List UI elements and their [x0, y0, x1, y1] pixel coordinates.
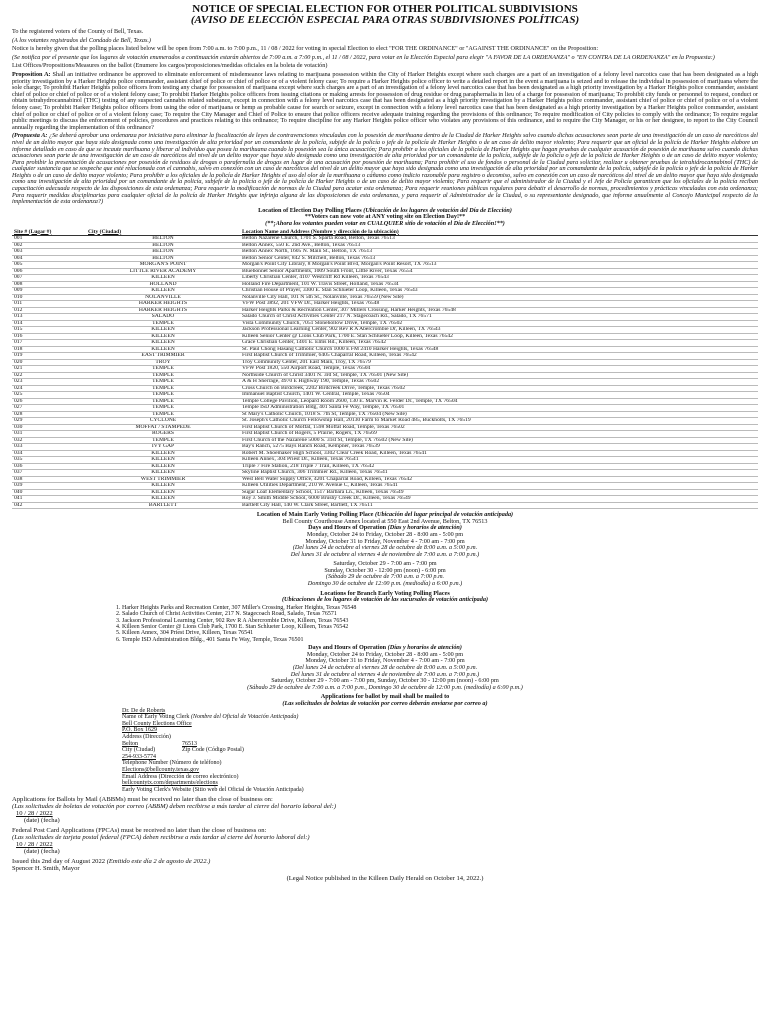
site-cell: 021	[12, 366, 86, 373]
abbm-date: 10 / 28 / 2022	[16, 810, 53, 818]
site-cell: 010	[12, 294, 86, 301]
phone-value: 254-933-5774	[122, 753, 156, 760]
mail-heading: Applications for ballot by mail shall be mailed to	[320, 693, 450, 701]
signer: Spencer H. Smith, Mayor	[12, 865, 80, 873]
city-cell: KILLEEN	[86, 346, 240, 353]
site-cell: 042	[12, 502, 86, 509]
site-cell: 030	[12, 424, 86, 431]
proposition-a	[12, 72, 758, 131]
city-cell: KILLEEN	[86, 483, 240, 490]
zip-value: 76513	[182, 740, 197, 747]
clerk-label-en: Name of Early Voting Clerk	[122, 714, 190, 721]
fpca-line: Federal Post Card Applications (FPCAs) must be received no later than the close of business on:	[12, 827, 267, 835]
site-cell: 009	[12, 288, 86, 295]
fpca-line-spanish: (Las solicitudes de tarjeta postal federal (FPCA) deben recibirse a más tardar al cierre del horario laboral del:)	[12, 834, 310, 842]
city-cell: TEMPLE	[86, 398, 240, 405]
fpca-date-label: (date) (fecha)	[24, 848, 60, 856]
email-link[interactable]: Elections@bellcounty.texas.gov	[122, 766, 200, 773]
clerk-name-label	[122, 714, 758, 721]
branch-locations-list	[122, 605, 758, 643]
site-cell: 034	[12, 450, 86, 457]
website-label: Early Voting Clerk's Website (Sitio web del Oficial de Votación Anticipada)	[122, 786, 304, 793]
site-cell: 004	[12, 255, 86, 262]
site-cell: 013	[12, 314, 86, 321]
hours-line: (Del lunes 24 de octubre al viernes 28 de octubre de 8:00 a.m. a 5:00 p.m.	[292, 664, 478, 672]
hours-line: (Sábado 29 de octubre de 7:00 a.m. a 7:00 p.m., Domingo 30 de octubre de 12:00 p.m. (mediodía) a 6:00 p.m.)	[247, 683, 523, 691]
branch-days-title-spanish: (Días y horarios de atención)	[387, 644, 462, 652]
location-cell: Jackson Professional Learning Center, 902 Rev R A Abercrombie Dr, Killeen, TX 76543	[240, 327, 758, 334]
proposition-text-spanish: ¿Se deberá aprobar una ordenanza por iniciativa para eliminar la fiscalización de leyes de contravenciones vinculadas con la posesión de marihuana dentro de la Ciudad de Harker Heights salvo cuando dichas acusaciones sean parte de una investigación de un caso de narcóticos del nivel de un delito mayor que haya sido designada como una investigación de alta prioridad por un comandante de la policía, subjefe de la policía o jefe de la policía de Harker Heights o de un caso de delito mayor violento; Para requerir que un oficial de la policía de Harker Heights elabore un informe detallado en caso de que se incaute marihuana y liberar al individuo que posea la marihuana cuando la posesión sea la única acusación; Para prohibir a los oficiales de la policía de Harker Heights que hagan pruebas de cualquier acusación de posesión de marihuana salvo cuando dichas acusaciones sean parte de una investigación de un caso de narcóticos del nivel de un delito mayor que haya sido designada como una investigación de alta prioridad por un comandante de la policía, subjefe de la policía o jefe de la policía de Harker Heights o de un caso de delito mayor violento; Para prohibir la presentación de acusaciones por posesión de residuos de drogas o parafernalia de drogas en lugar de una acusación por posesión de marihuana; Para prohibir el uso de fondos o personal de la Ciudad para solicitar, realizar u obtener pruebas de tetrahidrocannabinol (THC) de cualquier sustancia que se sospeche que esté relacionada con el cannabis, salvo en conexión con un caso de narcóticos del nivel de un delito mayor que haya sido designada como una investigación de alta prioridad por un comandante de la policía, subjefe de la policía o jefe de la policía de Harker Heights o de un caso de delito mayor violento; Para prohibir a los oficiales de la policía de Harker Heights el uso del olor de la marihuana o cáñamo como indicio razonable para registro o decomiso, salvo en conexión con un caso de narcóticos del nivel de un delito mayor que haya sido designada como una investigación de alta prioridad por un comandante de la policía, subjefe de la policía o jefe de la policía de Harker Heights o de un caso de delito mayor violento; Para requerir que el administrador de la Ciudad y el Jefe de Policía garanticen que los oficiales de la policía reciban capacitación adecuada respecto de las disposiciones de esta ordenanza; Para requerir la modificación de normas de la Ciudad para acatar esta ordenanza; Para requerir reuniones públicas regulares para debatir el desarrollo de normas, procedimientos y prácticas vinculadas con esta ordenanza; Para requerir medidas disciplinarias para cualquier oficial de la policía de Harker Heights que infrinja alguna de las disposiciones de esta ordenanza, y para requerir al Administrador de la Ciudad, o su representante designado, que informe anualmente al Concejo Municipal respecto de la implementación de esta ordenanza?)	[12, 132, 758, 206]
site-cell: 020	[12, 359, 86, 366]
notice-title-spanish: (AVISO DE ELECCIÓN ESPECIAL PARA OTRAS SUBDIVISIONES POLÍTICAS)	[190, 14, 580, 26]
location-cell: Sugar Loaf Elementary School, 1517 Barbara Ln., Killeen, Texas 76549	[240, 489, 758, 496]
list-item: 5. Killeen Annex, 304 Priest Drive, Killeen, Texas 76541	[122, 630, 758, 636]
site-cell: 031	[12, 431, 86, 438]
branch-days-title: Days and Hours of Operation	[308, 644, 387, 652]
city-cell: MOFFAT / STAMPEDE	[86, 424, 240, 431]
location-cell: VFW Post 1820, 550 Airport Road, Temple, Texas 76504	[240, 366, 758, 373]
hours-line: Monday, October 31 to Friday, November 4 - 7:00 am - 7:00 pm	[305, 537, 465, 545]
site-cell: 026	[12, 398, 86, 405]
fpca-date: 10 / 28 / 2022	[16, 841, 53, 849]
location-cell: St Mary's Catholic Church, 1018 S. 7th St, Temple, TX 76504 (New Site)	[240, 411, 758, 418]
issued-line	[12, 858, 758, 865]
location-cell: Troy Community Center, 201 East Main, Troy, TX 76579	[240, 359, 758, 366]
city-cell: BELTON	[86, 242, 240, 249]
city-zip-labels	[122, 747, 758, 754]
abbm-line-spanish: (Las solicitudes de boletas de votación por correo (ABBM) deben recibirse a más tardar al cierre del horario laboral del:)	[12, 803, 337, 811]
city-cell: KILLEEN	[86, 470, 240, 477]
city-cell: SALADO	[86, 314, 240, 321]
site-cell: 036	[12, 463, 86, 470]
polling-title: Location of Election Day Polling Places	[258, 206, 362, 214]
hours-line: Del lunes 31 de octubre al viernes 4 de noviembre de 7:00 a.m. a 7:00 p.m.)	[290, 550, 480, 558]
city-cell: WEST TRIMMIER	[86, 476, 240, 483]
location-cell: Killeen Senior Center @ Lions Club Park, 1700 E. Stan Schlueter Loop, Killeen, Texas 76542	[240, 333, 758, 340]
site-cell: 032	[12, 437, 86, 444]
city-cell: KILLEEN	[86, 489, 240, 496]
location-cell: First Baptist Church of Trimmier, 6405 Chaparral Road, Killeen, Texas 76542	[240, 353, 758, 360]
city-cell: KILLEEN	[86, 496, 240, 503]
proposition-a-spanish	[12, 133, 758, 206]
phone-label: Telephone Number (Número de teléfono)	[122, 760, 222, 767]
city-cell: HOLLAND	[86, 281, 240, 288]
proposition-label-spanish: (Propuesta A:	[12, 132, 48, 140]
col-site: Site # (Lugar #)	[12, 230, 86, 236]
location-cell: West Bell Water Supply Office, 4201 Chaparral Road, Killeen, Texas 76542	[240, 476, 758, 483]
list-item: 4. Killeen Senior Center @ Lions Club Park, 1700 E. Stan Schlueter Loop, Killeen, Texas 76542	[122, 624, 758, 630]
city-cell: HARKER HEIGHTS	[86, 301, 240, 308]
location-cell: Temple ISD Administration Bldg, 401 Santa Fe Way, Temple, TX 76501	[240, 405, 758, 412]
location-cell: Morgan's Point City Library, 8 Morgan's Point Blvd, Morgan's Point Resort, TX 76513	[240, 262, 758, 269]
mail-heading-spanish: (Las solicitudes de boletas de votación por correo deberán enviarse por correo a)	[282, 700, 488, 708]
city-cell: TROY	[86, 359, 240, 366]
hours-line: Del lunes 31 de octubre al viernes 4 de noviembre de 7:00 a.m. a 7:00 p.m.)	[290, 670, 480, 678]
clerk-label-es: (Nombre del Oficial de Votación Anticipada)	[190, 714, 299, 721]
list-item: 6. Temple ISD Administration Bldg., 401 Santa Fe Way, Temple, Texas 76501	[122, 637, 758, 643]
location-cell: Triple 7 Fire Station, 218 Triple 7 Trail, Killeen, TX 76542	[240, 463, 758, 470]
zip-label: Zip Code (Código Postal)	[182, 747, 244, 754]
city-cell: KILLEEN	[86, 275, 240, 282]
site-cell: 008	[12, 281, 86, 288]
city-cell: BARTLETT	[86, 502, 240, 509]
location-cell: St. Paul Chong Hasang Catholic Church 1000 E FM 2410 Harker Heights, Texas 76548	[240, 346, 758, 353]
site-cell: 007	[12, 275, 86, 282]
site-cell: 018	[12, 346, 86, 353]
site-cell: 022	[12, 372, 86, 379]
site-cell: 023	[12, 379, 86, 386]
legal-notice: (Legal Notice published in the Killeen Daily Herald on October 14, 2022.)	[286, 875, 484, 883]
location-cell: Belton Nazarene Church, 1701 S. Sparta Road, Belton, Texas 76513	[240, 236, 758, 243]
main-early-hours	[12, 532, 758, 588]
city-cell: BELTON	[86, 236, 240, 243]
city-cell: BELTON	[86, 255, 240, 262]
list-item: 2. Salado Church of Christ Activities Center, 217 N. Stagecoach Road, Salado, Texas 76571	[122, 611, 758, 617]
main-early-days-title: Days and Hours of Operation	[308, 524, 387, 532]
proposition-text: Shall an initiative ordinance be approved to eliminate enforcement of misdemeanor laws relating to marijuana possession within the City of Harker Heights except where such charges are a part of an investigation of a felony level narcotics case that has been designated as a high priority investigation by a Harker Heights police commander, assistant chief of police or chief of police or of a violent felony case; To require a Harker Heights police officer to write a detailed report in the event a marijuana is seized and to release the individual in possession of marijuana where the sole charge; To prohibit Harker Heights police officers from testing any charge for possession of marijuana except where such charges are a part of an investigation of a felony level narcotics case that has been designated as a high priority investigation by a Harker Heights police commander, assistant chief of police or chief of police or of a violent felony case; To prohibit Harker Heights police officers from issuing citations or making arrests for possession of drug residue or drug paraphernalia in lieu of a charge for possession of marijuana; To prohibit city funds or personnel to request, conduct or obtain tetrahydrocannabinol (THC) testing of any suspected cannabis related substance, except in connection with a felony level narcotics case that has been designated as a high priority investigation by a Harker Heights police commander, assistant chief of police or chief of police or of a violent felony case; To prohibit Harker Heights police officers from using the odor of marijuana or hemp as probable cause for search or seizure, except in connection with a felony level narcotics case that has been designated as a high priority investigation by a Harker Heights police commander, assistant chief of police or chief of police or of a violent felony case; To require the City Manager and Chief of Police to ensure that police officers receive adequate training regarding the provisions of this ordinance; To require modification of City policies to comply with the ordinance; To require regular public meetings to discuss the enforcement of policies, procedures and practices relating to this ordinance; To require discipline for any Harker Heights police officer who violates any provisions of this ordinance, and to require the City Manager, or his or her designee, to report to the City Council annually regarding the implementation of this ordinance?	[12, 70, 758, 131]
branch-heading-spanish: (Ubicaciones de los lugares de votación de las sucursales de votación anticipada)	[281, 596, 489, 604]
abbm-date-label: (date) (fecha)	[24, 817, 60, 825]
hours-line: (Del lunes 24 de octubre al viernes 28 de octubre de 8:00 a.m. a 5:00 p.m.	[292, 544, 478, 552]
location-cell: Roy J. Smith Middle School, 6000 Brushy Creek Dr., Killeen, Texas 76549	[240, 496, 758, 503]
main-early-address: Bell County Courthouse Annex located at 550 East 2nd Avenue, Belton, TX 76513	[282, 517, 488, 525]
site-cell: 035	[12, 457, 86, 464]
polling-note: **Voters can now vote at ANY voting site on Election Day!**	[304, 213, 466, 221]
location-cell: Liberty Christian Center, 4107 Westcliff Rd Killeen, Texas 76543	[240, 275, 758, 282]
city-cell: TEMPLE	[86, 366, 240, 373]
city-cell: KILLEEN	[86, 340, 240, 347]
city-cell: TEMPLE	[86, 405, 240, 412]
site-cell: 028	[12, 411, 86, 418]
site-cell: 025	[12, 392, 86, 399]
city-cell: ROGERS	[86, 431, 240, 438]
city-label: City (Ciudad)	[122, 747, 156, 754]
city-cell: NOLANVILLE	[86, 294, 240, 301]
site-cell: 005	[12, 262, 86, 269]
city-cell: CYCLONE	[86, 418, 240, 425]
location-cell: Harker Heights Parks & Recreation Center, 307 Millers Crossing, Harker Heights, Texas 76548	[240, 307, 758, 314]
location-cell: First Baptist Church of Moffat, 1598 Moffat Road, Temple, Texas 76502	[240, 424, 758, 431]
polling-title-spanish: (Ubicación de los lugares de votación del Día de Elección)	[363, 206, 512, 214]
city-cell: IVY GAP	[86, 444, 240, 451]
proposition-label: Proposition A:	[12, 70, 51, 78]
site-cell: 024	[12, 385, 86, 392]
location-cell: St. Joseph's Catholic Church Fellowship Hall, 20130 Farm to Market Road 485, Buckholts, TX 76519	[240, 418, 758, 425]
po-box: P.O. Box 1629	[122, 727, 158, 734]
location-cell: Killeen Annex, 304 Priest Dr., Killeen, Texas 76541	[240, 457, 758, 464]
site-cell: 011	[12, 301, 86, 308]
location-cell: Temple College Pavilion, Leopard Room 2600, 130 E. Marvin R. Felder Dr., Temple, TX 76504	[240, 398, 758, 405]
city-cell: KILLEEN	[86, 457, 240, 464]
intro-notice: Notice is hereby given that the polling places listed below will be open from 7:00 a.m. to 7:00 p.m., 11 / 08 / 2022 for voting in special Election to elect "FOR THE ORDINANCE" or "AGAINST THE ORDINANCE" on the Proposition:	[12, 45, 599, 53]
location-cell: Cross Church on Birdcreek, 2202 Birdcreek Drive, Temple, Texas 76502	[240, 385, 758, 392]
city-cell: TEMPLE	[86, 411, 240, 418]
location-cell: Bluebonnet Senior Apartments, 1009 South Front, Little River, Texas 76554	[240, 268, 758, 275]
intro-to: To the registered voters of the County of Bell, Texas.	[12, 28, 144, 35]
site-cell: 029	[12, 418, 86, 425]
polling-places-body	[12, 236, 758, 509]
intro-notice-spanish: (Se notifica por el presente que los lugares de votación enumerados a continuación estarán abiertos de 7:00 a.m. a 7:00 p.m., el 11 / 08 / 2022, para votar en la Elección Especial para elegir "A FAVOR DE LA ORDENANZA" o "EN CONTRA DE LA ORDENANZA" en la Propuesta:)	[12, 53, 715, 61]
site-cell: 041	[12, 496, 86, 503]
website-link[interactable]: bellcountytx.com/departments/elections	[122, 780, 218, 787]
polling-note-spanish: (**¡Ahora los votantes pueden votar en CUALQUIER sitio de votación el Día de Elección!**)	[265, 220, 505, 228]
hours-line: Monday, October 24 to Friday, October 28 - 8:00 am - 5:00 pm	[306, 650, 464, 658]
site-cell: 037	[12, 470, 86, 477]
city-cell: MORGAN'S POINT	[86, 262, 240, 269]
location-cell: Holland Fire Department, 101 W. Travis Street, Holland, Texas 76534	[240, 281, 758, 288]
city-cell: BELTON	[86, 249, 240, 256]
site-cell: 015	[12, 327, 86, 334]
location-cell: Belton Senior Center, 842 S. Mitchell, Belton, Texas 76513	[240, 255, 758, 262]
main-early-days-title-spanish: (Días y horarios de atención)	[387, 524, 462, 532]
branch-heading: Locations for Branch Early Voting Polling Places	[320, 589, 450, 597]
email-label: Email Address (Dirección de correo electrónico)	[122, 773, 239, 780]
location-cell: First Church of the Nazarene 5000 S. 31st St, Temple, TX 76502 (New Site)	[240, 437, 758, 444]
site-cell: 012	[12, 307, 86, 314]
location-cell: Bartlett City Hall, 140 W. Clark Street, Bartlett, TX 76511	[240, 502, 758, 509]
city-cell: TEMPLE	[86, 385, 240, 392]
site-cell: 019	[12, 353, 86, 360]
address-label: Address (Dirección)	[122, 734, 171, 740]
notice-page	[12, 4, 758, 1016]
issued-text: Issued this 2nd day of August 2022	[12, 858, 106, 866]
location-cell: Skyline Baptist Church, 306 Trimmier Rd., Killeen, Texas 76541	[240, 470, 758, 477]
branch-hours	[12, 652, 758, 692]
location-cell: Vista Community Church, 7051 Stonehollow Drive, Temple, TX 76502	[240, 320, 758, 327]
site-cell: 017	[12, 340, 86, 347]
col-city: City (Ciudad)	[86, 230, 240, 236]
intro-to-spanish: (A los votantes registrados del Condado de Bell, Texas.)	[12, 36, 151, 44]
location-cell: VFW Post 3892, 201 VFW Dr., Harker Heights, Texas 76548	[240, 301, 758, 308]
notice-title: NOTICE OF SPECIAL ELECTION FOR OTHER POLITICAL SUBDIVISIONS	[192, 4, 578, 15]
city-cell: KILLEEN	[86, 288, 240, 295]
city-cell: HARKER HEIGHTS	[86, 307, 240, 314]
table-row	[12, 502, 758, 509]
office-name: Bell County Elections Office	[122, 720, 192, 727]
site-cell: 014	[12, 320, 86, 327]
site-cell: 039	[12, 483, 86, 490]
list-item: 3. Jackson Professional Learning Center, 902 Rev R A Abercrombie Drive, Killeen, Texas 76543	[122, 618, 758, 624]
location-cell: Belton Annex, 550 E. 2nd Ave., Belton, Texas 76513	[240, 242, 758, 249]
location-cell: Christian House of Prayer, 3300 E. Stan Schlueter Loop, Killeen, Texas 76543	[240, 288, 758, 295]
list-item: 1. Harker Heights Parks and Recreation Center, 307 Miller's Crossing, Harker Heights, Texas 76548	[122, 605, 758, 611]
location-cell: Grace Christian Center, 1401 E. Elms Rd., Killeen, Texas 76542	[240, 340, 758, 347]
site-cell: 003	[12, 249, 86, 256]
site-cell: 027	[12, 405, 86, 412]
location-cell: Northside Church of Christ 3401 N. 3rd St, Temple, TX 76501 (New Site)	[240, 372, 758, 379]
hours-line: Domingo 30 de octubre de 12:00 p.m. (mediodía) a 6:00 p.m.)	[307, 580, 463, 588]
main-early-title: Location of Main Early Voting Polling Place	[256, 511, 374, 519]
city-cell: KILLEEN	[86, 450, 240, 457]
location-cell: Killeen Utilities Department, 210 W. Avenue C, Killeen, Texas 76541	[240, 483, 758, 490]
main-early-title-spanish: (Ubicación del lugar principal de votación anticipada)	[374, 511, 514, 519]
city-cell: TEMPLE	[86, 437, 240, 444]
location-cell: First Baptist Church of Rogers, 5 Prairie, Rogers, TX 76569	[240, 431, 758, 438]
mail-block	[122, 708, 758, 794]
location-cell: Nolanville City Hall, 101 N 5th St., Nolanville, Texas 76559 (New Site)	[240, 294, 758, 301]
site-cell: 040	[12, 489, 86, 496]
col-location: Location Name and Address (Nombre y dirección de la ubicación)	[240, 230, 758, 236]
city-cell: KILLEEN	[86, 327, 240, 334]
city-cell: TEMPLE	[86, 320, 240, 327]
location-cell: Robert M. Shoemaker High School, 3302 Clear Creek Road, Killeen, Texas 76541	[240, 450, 758, 457]
abbm-line: Applications for Ballots by Mail (ABBMs) must be received no later than the close of business on:	[12, 796, 273, 804]
hours-line: Sunday, October 30 - 12:00 pm (noon) - 6:00 pm	[324, 566, 446, 574]
hours-line: (Sábado 29 de octubre de 7:00 a.m. a 7:00 p.m.	[325, 573, 445, 581]
site-cell: 033	[12, 444, 86, 451]
location-cell: Bay's Ranch, 5275 Bays Ranch Road, Kempner, Texas 76539	[240, 444, 758, 451]
hours-line: Saturday, October 29 - 7:00 am - 7:00 pm, Sunday, October 30 - 12:00 pm (noon) - 6:00 pm	[271, 677, 499, 685]
polling-places-table	[12, 230, 758, 510]
ballot-list-heading: List Offices/Propositions/Measures on the ballot (Enumere los cargos/proposiciones/medidas oficiales en la boleta de votación)	[12, 62, 328, 70]
city-value: Belton	[122, 740, 138, 747]
city-cell: TEMPLE	[86, 379, 240, 386]
clerk-name: Dr. De de Roberts	[122, 707, 166, 714]
site-cell: 038	[12, 476, 86, 483]
city-cell: KILLEEN	[86, 333, 240, 340]
hours-line: Monday, October 24 to Friday, October 28 - 8:00 am - 5:00 pm	[306, 530, 464, 538]
issued-text-spanish: (Emitido este día 2 de agosto de 2022.)	[106, 858, 211, 866]
hours-line: Saturday, October 29 - 7:00 am - 7:00 pm	[333, 560, 437, 568]
site-cell: 002	[12, 242, 86, 249]
city-cell: TEMPLE	[86, 372, 240, 379]
city-cell: KILLEEN	[86, 463, 240, 470]
site-cell: 006	[12, 268, 86, 275]
city-cell: LITTLE RIVER ACADEMY	[86, 268, 240, 275]
site-cell: 016	[12, 333, 86, 340]
site-cell: 001	[12, 236, 86, 243]
location-cell: Salado Church of Christ Activities Center 217 N. Stagecoach Rd., Salado, TX 76571	[240, 314, 758, 321]
city-cell: EAST TRIMMIER	[86, 353, 240, 360]
location-cell: A & H Sherrage, 4970 E Highway 190, Temple, Texas 76502	[240, 379, 758, 386]
location-cell: Immanuel Baptist Church, 1401 W. Central, Temple, Texas 76504	[240, 392, 758, 399]
location-cell: Belton Annex North, 1605 N. Main St., Belton, TX 76513	[240, 249, 758, 256]
city-cell: TEMPLE	[86, 392, 240, 399]
hours-line: Monday, October 31 to Friday, November 4 - 7:00 am - 7:00 pm	[305, 657, 465, 665]
